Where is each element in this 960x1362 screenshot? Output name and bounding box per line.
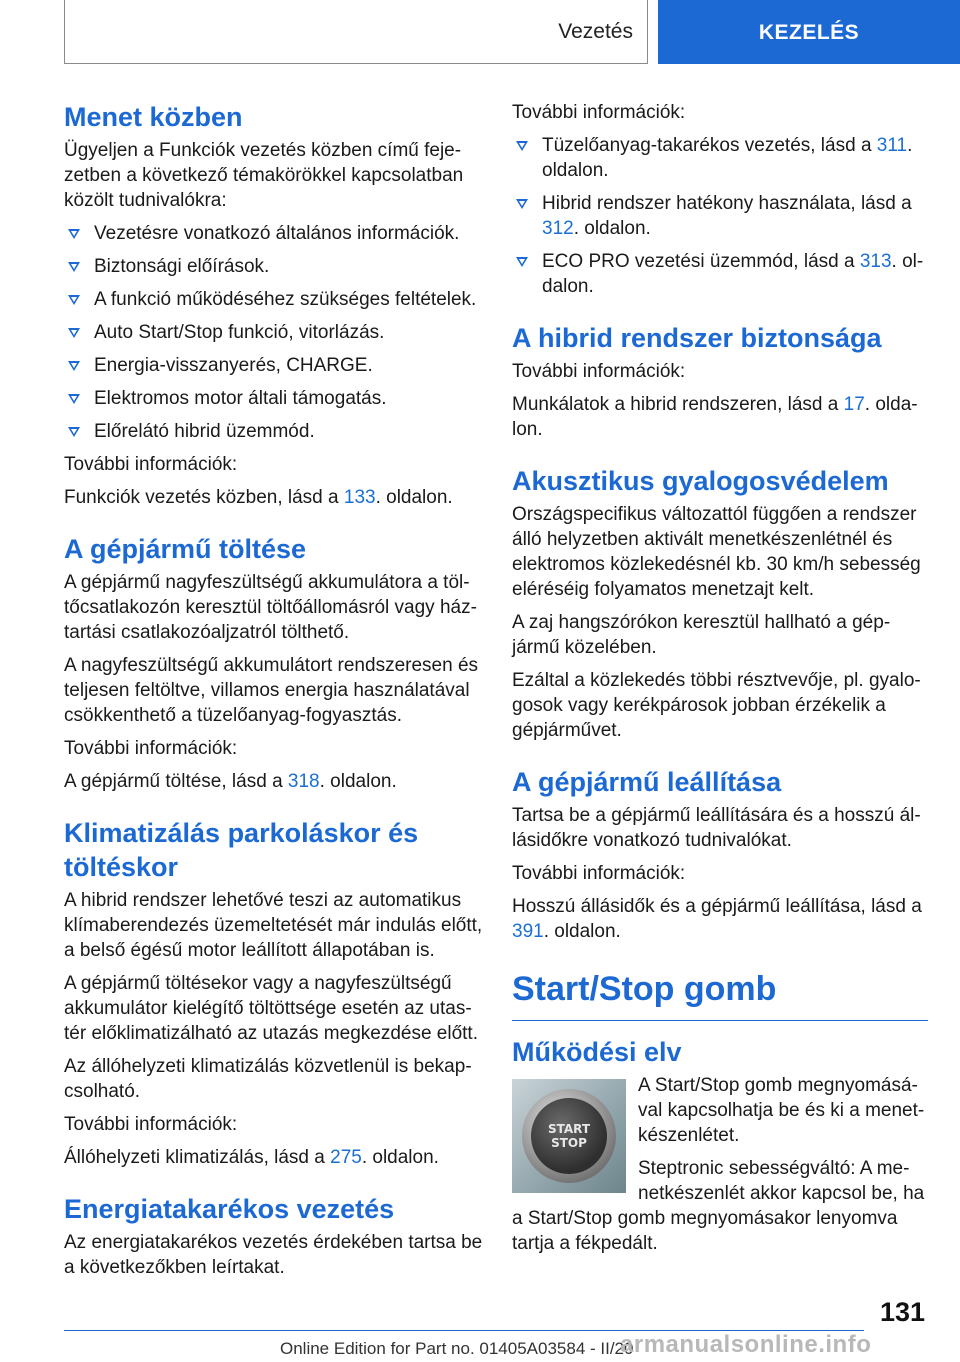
right-column	[512, 100, 928, 1264]
heading-start-stop-gomb: Start/Stop gomb	[512, 966, 928, 1021]
page-number: 131	[880, 1297, 926, 1327]
list-item: Elektromos motor általi támogatás.	[64, 386, 484, 411]
heading-akusztikus: Akusztikus gyalogosvédelem	[512, 466, 889, 496]
section-label: Vezetés	[64, 0, 648, 64]
page-link[interactable]: 312	[542, 218, 574, 239]
triangle-bullet-icon	[516, 141, 528, 151]
heading-mukodesi-elv: Működési elv	[512, 1037, 682, 1067]
paragraph: Tartsa be a gépjármű leállítására és a hosszú állásidőkre vonatkozó tudnivalókat.	[512, 805, 921, 851]
bullet-list	[64, 221, 484, 444]
more-info-label: További információk:	[512, 361, 686, 382]
paragraph: Az állóhelyzeti klimatizálás közvetlenül is bekapcsolható.	[64, 1056, 472, 1102]
reference: A gépjármű töltése, lásd a 318. oldalon.	[64, 771, 397, 792]
list-item: Előrelátó hibrid üzemmód.	[64, 419, 484, 444]
start-stop-section	[512, 1073, 928, 1256]
reference: Állóhelyzeti klimatizálás, lásd a 275. oldalon.	[64, 1147, 439, 1168]
paragraph: A gépjármű töltésekor vagy a nagyfeszültségű akkumulátor kielégítő töltöttsége esetén az utastér előklimatizálható az utazás megkezdése előtt.	[64, 973, 478, 1044]
paragraph: Országspecifikus változattól függően a rendszer álló helyzetben aktivált menetkészenlétnél és elektromos közlekedésnél kb. 30 km/h sebesség eléréséig folyamatos menetzajt kelt.	[512, 504, 921, 600]
reference: Munkálatok a hibrid rendszeren, lásd a 17. oldalon.	[512, 394, 918, 440]
triangle-bullet-icon	[68, 328, 80, 338]
list-item: A funkció működéséhez szükséges feltételek.	[64, 287, 484, 312]
more-info-label: További információk:	[64, 1114, 238, 1135]
page-link[interactable]: 313	[859, 251, 892, 272]
list-item: ECO PRO vezetési üzemmód, lásd a 313. oldalon.	[512, 249, 928, 299]
reference: Hosszú állásidők és a gépjármű leállítása, lásd a 391. oldalon.	[512, 896, 922, 942]
paragraph: Ezáltal a közlekedés többi résztvevője, pl. gyalogosok vagy kerékpárosok jobban érzékelik a gépjárművet.	[512, 670, 921, 741]
paragraph: A nagyfeszültségű akkumulátort rendszeresen és teljesen feltöltve, villamos energia használatával csökkenthető a tüzelőanyag-fogyasztás.	[64, 655, 479, 726]
paragraph: Steptronic sebességváltó: A menetkészenlét akkor kapcsol be, ha a Start/Stop gomb megnyomásakor lenyomva tartja a fékpedált.	[512, 1158, 925, 1254]
reference-list	[512, 133, 928, 299]
list-item: Energia-visszanyerés, CHARGE.	[64, 353, 484, 378]
page-link[interactable]: 311	[876, 135, 908, 156]
heading-toltes: A gépjármű töltése	[64, 534, 307, 564]
chapter-tab[interactable]: KEZELÉS	[658, 0, 960, 64]
page-link[interactable]: 133	[343, 487, 376, 508]
heading-leallitas: A gépjármű leállítása	[512, 767, 782, 797]
paragraph: Ügyeljen a Funkciók vezetés közben című fejezetben a következő témakörökkel kapcsolatban közölt tudnivalókra:	[64, 140, 464, 211]
paragraph: A zaj hangszórókon keresztül hallható a gépjármű közelében.	[512, 612, 891, 658]
start-stop-button-photo	[512, 1079, 626, 1193]
list-item: Tüzelőanyag-takarékos vezetés, lásd a 311. oldalon.	[512, 133, 928, 183]
watermark-logo: armanualsonline.info	[620, 1331, 872, 1358]
triangle-bullet-icon	[68, 229, 80, 239]
page-link[interactable]: 17	[843, 394, 865, 415]
more-info-label: További információk:	[64, 738, 238, 759]
start-stop-icon: START STOP	[531, 1098, 607, 1174]
edition-text: Online Edition for Part no. 01405A03584 - II/20	[280, 1339, 634, 1358]
more-info-label: További információk:	[64, 454, 238, 475]
paragraph: A Start/Stop gomb megnyomásával kapcsolhatja be és ki a menetkészenlétet.	[638, 1075, 925, 1146]
paragraph: Az energiatakarékos vezetés érdekében tartsa be a következőkben leírtakat.	[64, 1232, 483, 1278]
triangle-bullet-icon	[68, 427, 80, 437]
list-item: Auto Start/Stop funkció, vitorlázás.	[64, 320, 484, 345]
more-info-label: További információk:	[512, 863, 686, 884]
heading-energiatakarekos: Energiatakarékos vezetés	[64, 1194, 395, 1224]
paragraph: A gépjármű nagyfeszültségű akkumulátora a töltőcsatlakozón keresztül töltőállomásról vagy háztartási csatlakozóaljzatról tölthető.	[64, 572, 477, 643]
triangle-bullet-icon	[68, 361, 80, 371]
list-item: Biztonsági előírások.	[64, 254, 484, 279]
heading-hibrid-biztonsag: A hibrid rendszer biztonsága	[512, 323, 882, 353]
page-header	[0, 0, 960, 66]
page-link[interactable]: 275	[330, 1147, 362, 1168]
list-item: Hibrid rendszer hatékony használata, lásd a 312. oldalon.	[512, 191, 928, 241]
more-info-label: További információk:	[512, 102, 686, 123]
list-item: Vezetésre vonatkozó általános információk.	[64, 221, 484, 246]
paragraph: A hibrid rendszer lehetővé teszi az automatikus klímaberendezés üzemeltetését már indulás előtt, a belső égésű motor leállított állapotában is.	[64, 890, 483, 961]
page-link[interactable]: 318	[287, 771, 320, 792]
heading-klimatizalas: Klimatizálás parkoláskor és töltéskor	[64, 818, 419, 882]
triangle-bullet-icon	[68, 295, 80, 305]
triangle-bullet-icon	[68, 394, 80, 404]
triangle-bullet-icon	[68, 262, 80, 272]
triangle-bullet-icon	[516, 257, 528, 267]
triangle-bullet-icon	[516, 199, 528, 209]
heading-menet-kozben: Menet közben	[64, 102, 243, 132]
reference: Funkciók vezetés közben, lásd a 133. oldalon.	[64, 487, 453, 508]
left-column	[64, 100, 484, 1288]
page-link[interactable]: 391	[512, 921, 544, 942]
